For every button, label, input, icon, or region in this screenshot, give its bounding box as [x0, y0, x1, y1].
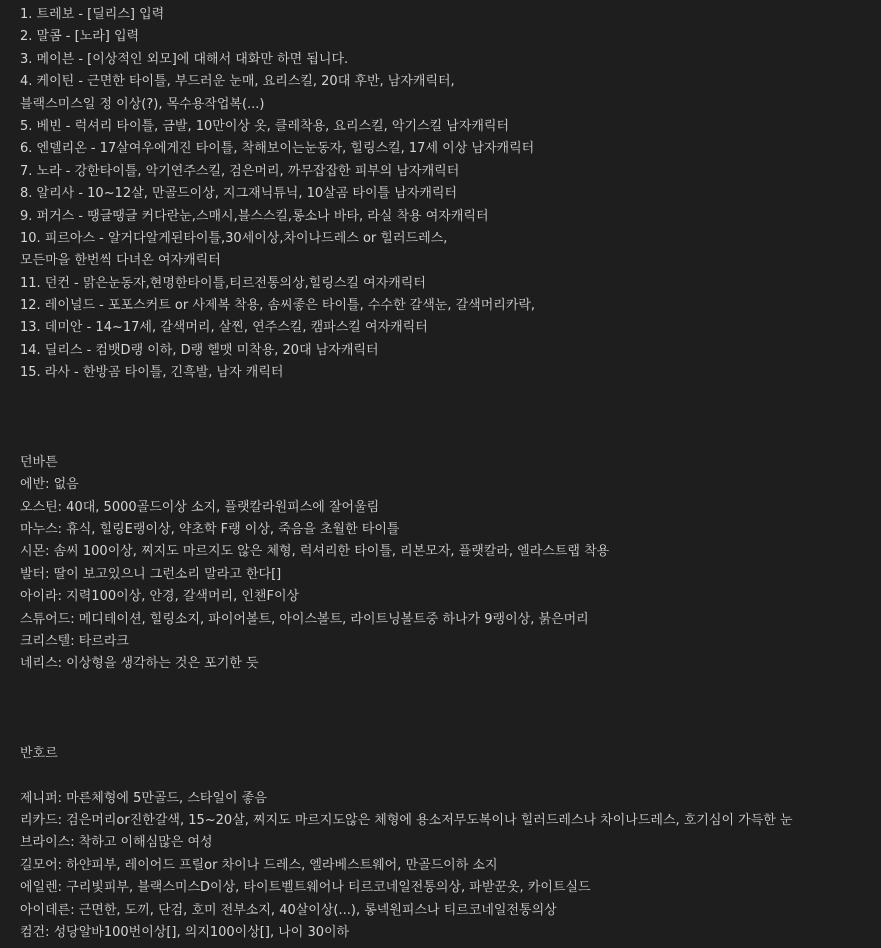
section-line: 크리스텔: 타르라크	[20, 633, 129, 649]
list-item: 8. 알리사 - 10~12살, 만골드이상, 지그재닉튜닉, 10살곰 타이틀 남자캐릭터	[20, 186, 458, 202]
blank-space	[20, 676, 875, 721]
list-item: 5. 베빈 - 럭셔리 타이틀, 금발, 10만이상 옷, 클레착용, 요리스킬, 악기스킬 남자캐릭터	[20, 118, 510, 134]
list-item-continuation: 블랙스미스일 정 이상(?), 목수용작업복(...)	[20, 96, 265, 112]
list-item: 7. 노라 - 강한타이틀, 악기연주스킬, 검은머리, 까무잡잡한 피부의 남자캐릭터	[20, 163, 460, 179]
section-line: 아이데른: 근면한, 도끼, 단검, 호미 전부소지, 40살이상(...), 롱넥원피스나 티르코네일전통의상	[20, 902, 557, 918]
list-item: 11. 던컨 - 맑은눈동자,현명한타이틀,티르전통의상,힐링스킬 여자캐릭터	[20, 275, 426, 291]
section-line: 스튜어드: 메디테이션, 힐링소지, 파이어볼트, 아이스볼트, 라이트닝볼트중 하나가 9랭이상, 붉은머리	[20, 611, 589, 627]
list-item: 10. 피르아스 - 알거다알게된타이틀,30세이상,차이나드레스 or 힐러드레스,	[20, 230, 448, 246]
section-line: 제니퍼: 마른체형에 5만골드, 스타일이 좋음	[20, 790, 267, 806]
list-item: 4. 케이틴 - 근면한 타이틀, 부드러운 눈매, 요리스킬, 20대 후반, 남자캐릭터,	[20, 74, 455, 90]
section-line: 오스틴: 40대, 5000골드이상 소지, 플랫칼라원피스에 잘어울림	[20, 499, 380, 515]
section-heading: 던바튼	[20, 454, 58, 470]
list-item: 2. 말콤 - [노라] 입력	[20, 29, 140, 45]
list-item-continuation: 모든마을 한번씩 다녀온 여자캐릭터	[20, 253, 221, 269]
blank-space	[20, 429, 875, 451]
section-heading: 반호르	[20, 745, 58, 761]
section-line: 리카드: 검은머리or진한갈색, 15~20살, 찌지도 마르지도않은 체형에 용소저무도복이나 힐러드레스나 차이나드레스, 호기심이 가득한 눈	[20, 813, 793, 829]
blank-space	[20, 721, 875, 743]
list-item: 3. 메이븐 - [이상적인 외모]에 대해서 대화만 하면 됩니다.	[20, 51, 349, 67]
section-line: 마누스: 휴식, 힐링E랭이상, 약초학 F랭 이상, 죽음을 초월한 타이틀	[20, 522, 400, 537]
section-line: 에반: 없음	[20, 477, 79, 493]
document-body	[20, 4, 875, 944]
section-line: 발터: 딸이 보고있으니 그런소리 말라고 한다[]	[20, 566, 282, 582]
section-line: 길모어: 하얀피부, 레이어드 프릴or 차이나 드레스, 엘라베스트웨어, 만골드이하 소지	[20, 857, 498, 873]
section-line: 에일렌: 구리빛피부, 블랙스미스D이상, 타이트벨트웨어나 티르코네일전통의상, 파받꾼옷, 카이트실드	[20, 880, 591, 896]
section-line: 컴건: 성당알바100번이상[], 의지100이상[], 나이 30이하	[20, 925, 350, 941]
list-item: 15. 라사 - 한방곰 타이틀, 긴흑발, 남자 캐릭터	[20, 365, 284, 381]
list-item: 6. 엔델리온 - 17살여우에게진 타이틀, 착해보이는눈동자, 힐링스킬, 17세 이상 남자캐릭터	[20, 141, 535, 157]
section-bangor	[20, 743, 875, 945]
list-item: 12. 레이널드 - 포포스커트 or 사제복 착용, 솜씨좋은 타이틀, 수수한 갈색눈, 갈색머리카락,	[20, 298, 536, 314]
section-line: 시몬: 솜씨 100이상, 찌지도 마르지도 않은 체형, 럭셔리한 타이틀, 리본모자, 플랫칼라, 엘라스트랩 착용	[20, 544, 610, 560]
list-item: 13. 데미안 - 14~17세, 갈색머리, 살찐, 연주스킬, 캠파스킬 여자캐릭터	[20, 320, 428, 336]
npc-list	[20, 4, 875, 385]
blank-space	[20, 765, 875, 787]
list-item: 14. 딜리스 - 컴뱃D랭 이하, D랭 헬맷 미착용, 20대 남자캐릭터	[20, 342, 379, 358]
section-line: 아이라: 지력100이상, 안경, 갈색머리, 인챈F이상	[20, 589, 300, 605]
section-line: 네리스: 이상형을 생각하는 것은 포기한 듯	[20, 656, 259, 672]
list-item: 1. 트레보 - [딜리스] 입력	[20, 7, 165, 22]
section-dunbarton	[20, 452, 875, 676]
section-line: 브라이스: 착하고 이해심많은 여성	[20, 835, 213, 851]
blank-space	[20, 385, 875, 430]
list-item: 9. 퍼거스 - 땡글땡글 커다란눈,스매시,블스스킬,롱소나 바타, 라실 착용 여자캐릭터	[20, 208, 489, 224]
